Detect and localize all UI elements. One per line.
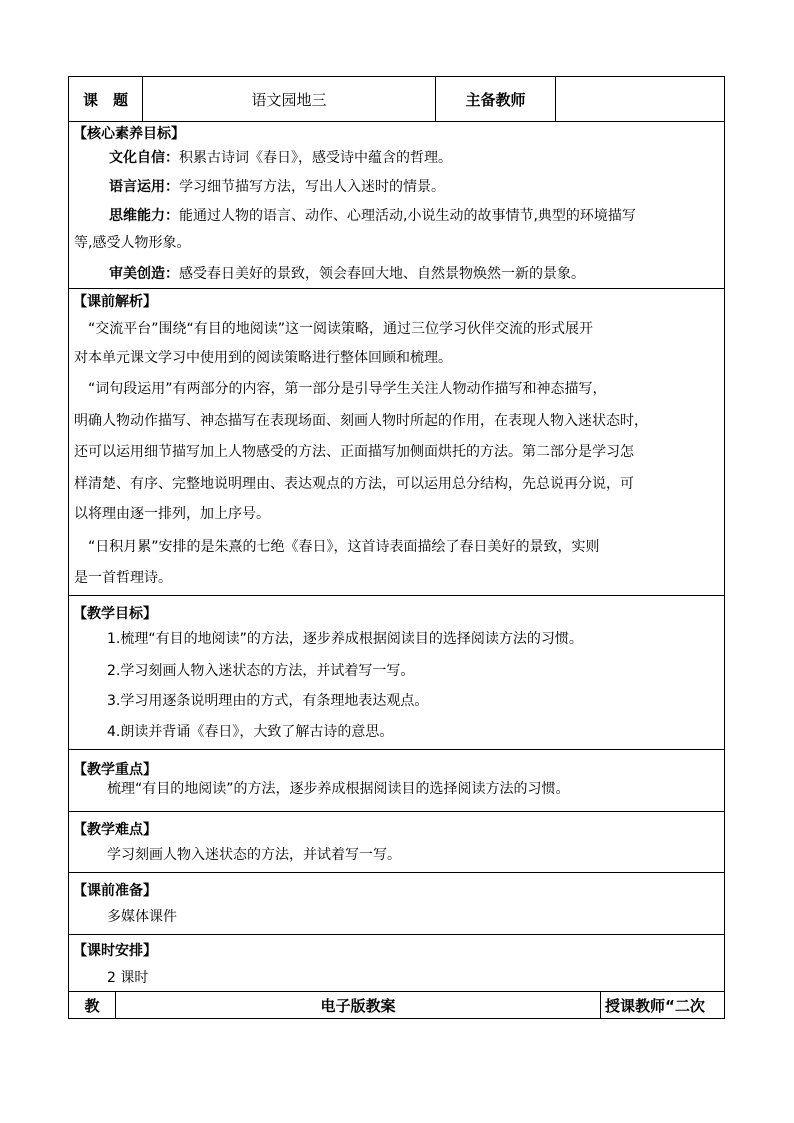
- analysis-title: 【课前解析】: [73, 294, 157, 310]
- row-divider: [69, 872, 724, 873]
- teacher-value: [556, 77, 724, 121]
- core-goal-label: 文化自信：: [109, 150, 179, 166]
- core-goal-text: 能通过人物的语言、动作、心理活动,小说生动的故事情节,典型的环境描写: [179, 208, 636, 224]
- preparation-text: 多媒体课件: [107, 909, 177, 925]
- row-divider: [69, 811, 724, 812]
- analysis-line: 对本单元课文学习中使用到的阅读策略进行整体回顾和梳理。: [74, 350, 452, 366]
- objectives-title: 【教学目标】: [73, 606, 157, 622]
- difficulties-title: 【教学难点】: [73, 822, 157, 838]
- core-goal-label: 语言运用：: [109, 179, 179, 195]
- teacher-label: 主备教师: [465, 90, 526, 109]
- core-goal-text: 等,感受人物形象。: [74, 235, 191, 251]
- topic-label: 课 题: [82, 90, 128, 109]
- analysis-line: 还可以运用细节描写加上人物感受的方法、正面描写加侧面烘托的方法。第二部分是学习怎: [74, 444, 634, 460]
- objective-item: 3.学习用逐条说明理由的方式，有条理地表达观点。: [107, 693, 429, 709]
- row-divider: [69, 595, 724, 596]
- analysis-line: 以将理由逐一排列，加上序号。: [74, 506, 270, 522]
- analysis-line: 样清楚、有序、完整地说明理由、表达观点的方法，可以运用总分结构，先总说再分说，可: [74, 476, 634, 492]
- core-goal-text: 学习细节描写方法，写出人入迷时的情景。: [179, 179, 445, 195]
- core-goal-aesthetic: [109, 260, 585, 289]
- schedule-title: 【课时安排】: [73, 943, 157, 959]
- key-points-text: 梳理“有目的地阅读”的方法，逐步养成根据阅读目的选择阅读方法的习惯。: [107, 781, 570, 797]
- preparation-title: 【课前准备】: [73, 883, 157, 899]
- analysis-line: 是一首哲理诗。: [74, 570, 172, 586]
- footer-middle: 电子版教案: [320, 997, 396, 1015]
- footer-right: 授课教师“二次: [605, 997, 705, 1015]
- core-goal-thinking-cont: [74, 229, 190, 258]
- footer-left: 教: [84, 997, 100, 1015]
- row-divider: [69, 749, 724, 750]
- key-points-title: 【教学重点】: [73, 762, 157, 778]
- objective-item: 4.朗读并背诵《春日》，大致了解古诗的意思。: [107, 724, 394, 740]
- objective-item: 2.学习刻画人物入迷状态的方法，并试着写一写。: [107, 663, 415, 679]
- lesson-plan-table: [68, 76, 725, 1019]
- schedule-text: 2 课时: [107, 970, 149, 986]
- row-divider: [69, 934, 724, 935]
- core-goal-culture: [109, 144, 452, 173]
- difficulties-text: 学习刻画人物入迷状态的方法，并试着写一写。: [107, 847, 401, 863]
- row-divider: [69, 288, 724, 289]
- analysis-line: “词句段运用”有两部分的内容，第一部分是引导学生关注人物动作描写和神态描写，: [88, 381, 607, 397]
- core-goal-label: 思维能力：: [109, 208, 179, 224]
- core-goal-text: 积累古诗词《春日》，感受诗中蕴含的哲理。: [179, 150, 452, 166]
- core-goal-text: 感受春日美好的景致，领会春回大地、自然景物焕然一新的景象。: [179, 266, 585, 282]
- topic-value: 语文园地三: [251, 90, 327, 109]
- core-goals-title: 【核心素养目标】: [73, 126, 185, 142]
- core-goal-thinking: [109, 202, 636, 231]
- analysis-line: “交流平台”围绕“有目的地阅读”这一阅读策略，通过三位学习伙伴交流的形式展开: [88, 321, 594, 337]
- analysis-line: “日积月累”安排的是朱熹的七绝《春日》，这首诗表面描绘了春日美好的景致，实则: [88, 539, 600, 555]
- row-divider: [69, 121, 724, 122]
- core-goal-language: [109, 173, 445, 202]
- analysis-line: 明确人物动作描写、神态描写在表现场面、刻画人物时所起的作用，在表现人物入迷状态时，: [74, 413, 648, 429]
- core-goal-label: 审美创造：: [109, 266, 179, 282]
- objective-item: 1.梳理“有目的地阅读”的方法，逐步养成根据阅读目的选择阅读方法的习惯。: [107, 631, 583, 647]
